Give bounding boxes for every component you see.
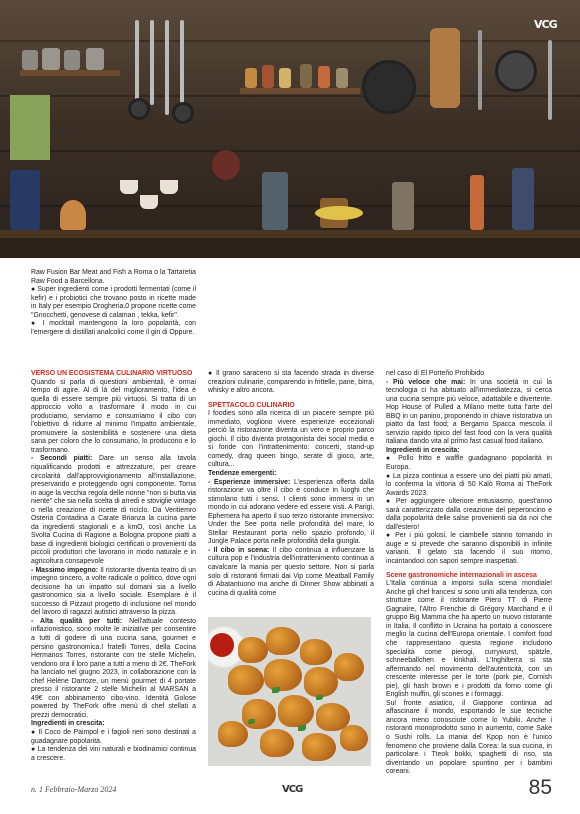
list-item: ● Per aggiungere ulteriore entusiasmo, quest'anno sarà caratterizzato dalla creazione del peperoncino e dalla popolarità delle salse provenienti sia da noi che dall'estero! (386, 498, 552, 531)
paragraph-text: Il ristorante diventa teatro di un impegno sincero, a volte radicale o politico, dove ogni decisione ha un impatto sul domani sia a livello gastronomico sia a livello sociale. Esemplare è il successo di Pizzaut progetto di inclusione nel mondo del lavoro di ragazzi autistici attraverso la pizza. (31, 566, 196, 617)
column-3 (386, 370, 552, 777)
paragraph-label: - Esperienze immersive: (208, 478, 291, 486)
paragraph-text: Nell'attuale contesto inflazionistico, sono molte le iniziative per consentire a tutti di godere di una cucina sana, gourmet e persino gastronomica.I fratelli Torres, della Cocina Hermanos Torres, ristorante con tre stelle Michelin, vendono ora il loro pane a tutti a meno di 2€. TheFork ha lanciato nel giugno 2023, in collaborazione con la chef Hélène Darroze, un menù gourmet di 4 portate presso il ristorante 2 stelle Michelin al MARSAN a 49€ con abbinamento cibo-vino. Identità Golose powered by TheFork offre menù di chef stellati a prezzi democratici. (31, 617, 196, 719)
paragraph-text: L'esperienza offerta dalla ristorazione va oltre il cibo e conduce in luoghi che stimolano tutti i sensi. I clienti sono immersi in un mondo in cui adorano vedere ed essere visti. A Parigi, Ephemera ha aperto il suo terzo ristorante immersivo: Under the See porta nelle profondità del mare, lo Stellar Restaurant porta nello spazio profondo, il Jungle Palace porta nelle profondità della giungla. (208, 478, 374, 546)
subheading: Ingredienti in crescita: (31, 720, 105, 728)
column-1 (31, 370, 196, 763)
list-item: ● Il grano saraceno si sta facendo strada in diverse creazioni culinarie, comparendo in frittelle, pane, birra, whisky e altro ancora. (208, 370, 374, 395)
paragraph-label: - Il cibo in scena: (208, 546, 270, 554)
list-item: ● La pizza continua a essere uno dei piatti più amati, lo conferma la vittoria di 50 Kalò Roma ai TheFork Awards 2023. (386, 472, 552, 497)
list-item: ● Pollo fritto e waffle guadagnano popolarità in Europa. (386, 455, 552, 472)
paragraph-label: - Secondi piatti: (31, 455, 93, 463)
section-heading: Scene gastronomiche internazionali in ascesa (386, 571, 537, 579)
page-footer (31, 776, 552, 800)
paragraph-label: - Alta qualità per tutti: (31, 617, 123, 625)
intro-block (31, 269, 196, 337)
paragraph (31, 567, 196, 618)
subheading: Ingredienti in crescita: (386, 446, 460, 454)
intro-paragraph: ● I mocktail mantengono la loro popolarità, con l'emergere di distillati analcolici come il gin di Oppure. (31, 320, 196, 336)
paragraph-label: - Più veloce che mai: (386, 378, 466, 386)
list-item: ● Per i più golosi, le ciambelle stanno tornando in auge e si prevede che saranno disponibili in infinite varianti. Il gelato sta facendo il suo ritorno, incantandoci con sapori sempre inaspettati. (386, 532, 552, 566)
paragraph: L'Italia continua a imporsi sulla scena mondiale! Anche gli chef francesi si sono uniti alla tendenza, con strutture come il ristorante Piero TT di Pierre Gagnaire, l'Altro Frenchie di Grégory Marchand e il gruppo Big Mamma che ha aperto un nuovo ristorante in Italia. Il conflitto in Ucraina ha portato a conoscere meglio la cucina dell'Europa orientale. I comfort food che rappresentano questa regione includono specialità come pierogi, currywurst, spätzle, schneeballchen e kinkhali. L'Inghilterra si sta affermando nel movimento dell'autenticità, con un crescente interesse per le torte (pork pie, Cornish pie), gli hash brown e i prodotti da forno come gli English muffin, gli scones e i formaggi. (386, 580, 552, 699)
intro-paragraph: ● Super ingredienti come i prodotti fermentati (come il kefir) e i probiotici che trovano posto in ricette made in Italy per esempio Drogheria.0 propone ricette come "Gnocchetti, genovese di calamari , tekka, kefir". (31, 286, 196, 319)
paragraph: nel caso di El Porteño Prohibido (386, 370, 485, 377)
paragraph (386, 379, 552, 447)
paragraph-text: In una società in cui la tecnologia ci ha abituato all'immediatezza, si cerca una cucina sempre più veloce, adattabile e divertente. Hop House of Pulled a Milano mette tutta l'arte del BBQ in un panino, proponendo in chiave ristorativa un piatto da fast food; a Bergamo Spacca mescola il servizio rapido tipico del fast food con la vera qualità italiana dando vita al primo fast casual food italiano. (386, 378, 552, 446)
issue-label: n. 1 Febbraio-Marzo 2024 (31, 785, 117, 794)
paragraph (31, 618, 196, 721)
column-2 (208, 370, 374, 598)
paragraph-label: - Massimo impegno: (31, 566, 99, 574)
paragraph: I foodies sono alla ricerca di un piacere sempre più immediato, vogliono vivere esperienze eccezionali perciò la ristorazione diventa un vero e proprio parco giochi. Il cibo diventa protagonista dei social media e si fonde con l'intrattenimento: concerti, stand-up comedy, drag queen bingo, serate di gioco, arte, cultura... (208, 410, 374, 469)
intro-paragraph: Raw Fusion Bar Meat and Fish a Roma o la Tartaretia Raw Food a Barcellona. (31, 269, 196, 285)
subheading: Tendenze emergenti: (208, 470, 277, 478)
brand-logo: VCG (534, 18, 557, 31)
paragraph: Quando si parla di questioni ambientali, è ormai tempo di agire. Al di là del miglioramento, l'idea è quella di essere sempre più virtuosi. Si tratta di un approccio volto a trasformare il modo in cui produciamo, serviamo e consumiamo il cibo con l'obiettivo di ridurre al minimo l'impatto ambientale, promuovere la sostenibilità e sostenere una dieta sana per coloro che lo consumano, lo producono e lo trasformano. (31, 378, 196, 454)
paragraph: Sul fronte asiatico, il Giappone continua ad affascinare il mondo, esportando le sue tecniche ancora meno conosciute come lo Yubiki. Anche i ristoranti monoprodotto sono in aumento, come Sake o Sushi rolls. La mania del Kpop non è l'unico fenomeno che proviene dalla Corea: la sua cucina, in particolare i Tteok bokki, spaghetti di riso, sta diventando un popolare spuntino per i bambini coreani. (386, 699, 552, 776)
list-item: ● Il Coco de Paimpol e i fagioli neri sono destinati a guadagnare popolarità. (31, 728, 196, 745)
paragraph-text: Il cibo continua a influenzare la cultura pop e l'industria dell'intrattenimento continua a cavalcare la mania per questo settore. Non si parla solo di ristoranti firmati dai Vip come Meatball Family di Abatantuono ma anche di Dinner Show abbinati a cucina di qualità come (208, 546, 374, 597)
paragraph (208, 479, 374, 547)
paragraph-text: Dare un senso alla tavola riqualificando prodotti e attrezzature, per creare circolarità dall'approvvigionamento all'installazione, preservando e proteggendo ogni componente. Torna in auge la vecchia regola delle nonne "non si butta via niente" che sia nella scelta di arredi e stoviglie vintage o nella creazione di ricette di riciclo. Da Veritiemro Osteria Contadina a Carate Brianza la cucina parte da ingredienti stagionali e a kmO, così anche La Svolta Cucina di Ragione a Bologna propone piatti a base di ingredienti biologici certificati o provenienti da piccoli produttori che lavorano in modo naturale e in agricoltura consapevole (31, 455, 196, 566)
paragraph (208, 547, 374, 598)
footer-logo: VCG (282, 784, 303, 795)
paragraph (31, 455, 196, 566)
section-heading: SPETTACOLO CULINARIO (208, 401, 295, 409)
list-item: ● La tendenza dei vini naturali e biodinamici continua a crescere. (31, 746, 196, 762)
page-number: 85 (528, 776, 552, 799)
fried-chicken-photo (208, 617, 371, 766)
kitchen-photo (0, 0, 580, 258)
section-heading: VERSO UN ECOSISTEMA CULINARIO VIRTUOSO (31, 370, 193, 377)
